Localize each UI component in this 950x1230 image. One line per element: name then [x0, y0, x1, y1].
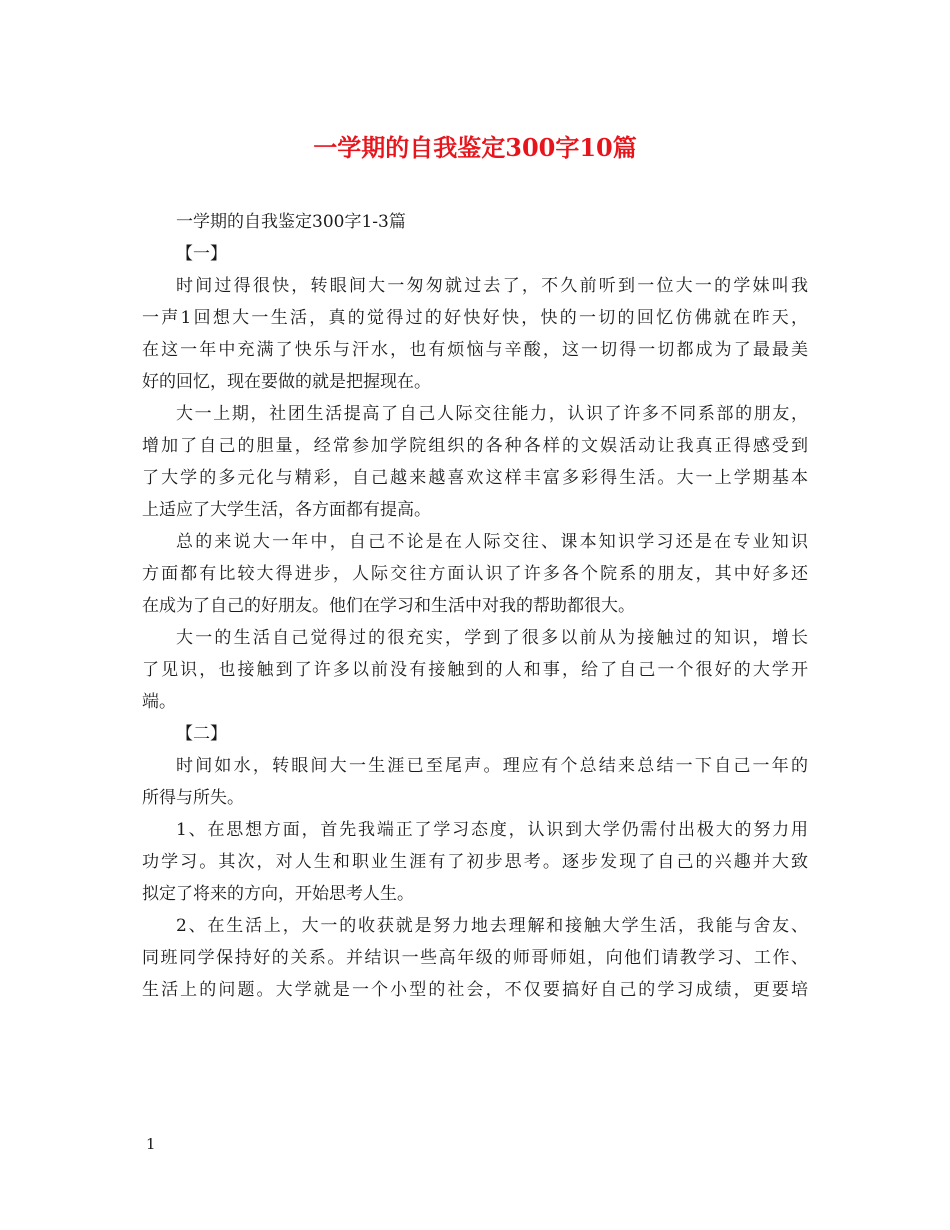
text-line: 生活上的问题。大学就是一个小型的社会，不仅要搞好自己的学习成绩，更要培: [142, 980, 808, 1000]
text-line: 增加了自己的胆量，经常参加学院组织的各种各样的文娱活动让我真正得感受到: [142, 436, 808, 456]
text-line: 好的回忆，现在要做的就是把握现在。: [142, 372, 431, 392]
document-title: 一学期的自我鉴定300字10篇: [313, 133, 637, 162]
text-line: 总的来说大一年中，自己不论是在人际交往、课本知识学习还是在专业知识: [176, 532, 808, 552]
text-line: 所得与所失。: [142, 788, 244, 808]
document-body: [142, 206, 808, 1006]
text-line: 时间过得很快，转眼间大一匆匆就过去了，不久前听到一位大一的学妹叫我: [176, 276, 808, 296]
text-line: 时间如水，转眼间大一生涯已至尾声。理应有个总结来总结一下自己一年的: [176, 756, 808, 776]
text-line: 在成为了自己的好朋友。他们在学习和生活中对我的帮助都很大。: [142, 596, 635, 616]
text-line: 【二】: [176, 724, 227, 744]
text-line: 大一的生活自己觉得过的很充实，学到了很多以前从为接触过的知识，增长: [176, 628, 808, 648]
text-line: 同班同学保持好的关系。并结识一些高年级的师哥师姐，向他们请教学习、工作、: [142, 948, 808, 968]
text-line: 了大学的多元化与精彩，自己越来越喜欢这样丰富多彩得生活。大一上学期基本: [142, 468, 808, 488]
text-line: 大一上期，社团生活提高了自己人际交往能力，认识了许多不同系部的朋友，: [176, 404, 808, 424]
text-line: 1、在思想方面，首先我端正了学习态度，认识到大学仍需付出极大的努力用: [176, 820, 808, 840]
page-number: 1: [146, 1135, 156, 1153]
text-line: 在这一年中充满了快乐与汗水，也有烦恼与辛酸，这一切得一切都成为了最最美: [142, 340, 808, 360]
text-line: 一声1回想大一生活，真的觉得过的好快好快，快的一切的回忆仿佛就在昨天，: [142, 308, 808, 328]
text-line: 一学期的自我鉴定300字1-3篇: [176, 212, 406, 232]
text-line: 上适应了大学生活，各方面都有提高。: [142, 500, 431, 520]
text-line: 2、在生活上，大一的收获就是努力地去理解和接触大学生活，我能与舍友、: [176, 916, 808, 936]
text-line: 【一】: [176, 244, 227, 264]
text-line: 了见识，也接触到了许多以前没有接触到的人和事，给了自己一个很好的大学开: [142, 660, 808, 680]
text-line: 端。: [142, 692, 176, 712]
text-line: 功学习。其次，对人生和职业生涯有了初步思考。逐步发现了自己的兴趣并大致: [142, 852, 808, 872]
text-line: 方面都有比较大得进步，人际交往方面认识了许多各个院系的朋友，其中好多还: [142, 564, 808, 584]
text-line: 拟定了将来的方向，开始思考人生。: [142, 884, 414, 904]
